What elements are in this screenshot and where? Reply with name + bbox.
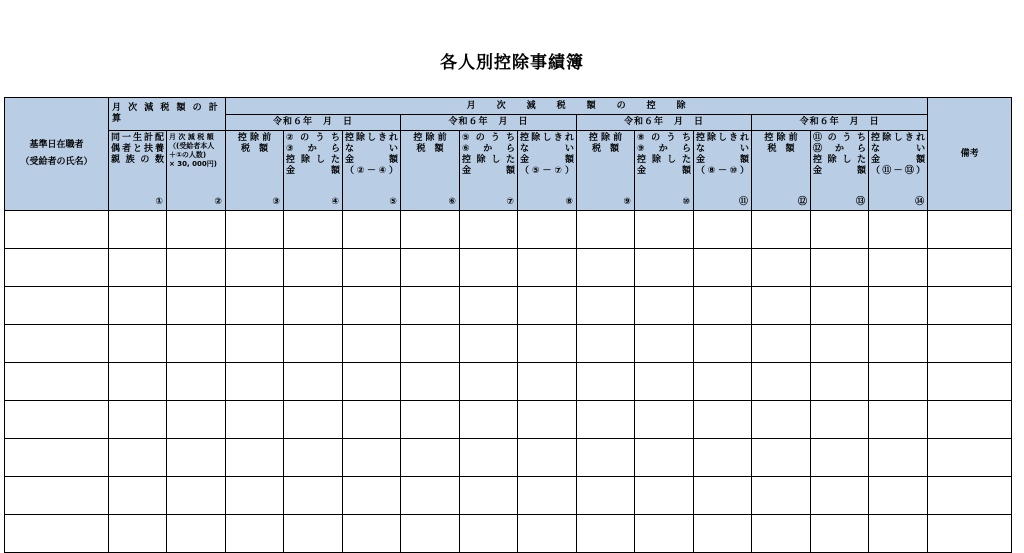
- amount-cell[interactable]: [460, 325, 518, 363]
- monthly-reduction-amount-header: [167, 131, 226, 211]
- amount-cell[interactable]: [167, 439, 226, 477]
- amount-cell[interactable]: [869, 477, 928, 515]
- before-deduction-tax-header-1-label: 控 除 前 税 額: [237, 133, 272, 154]
- amount-cell[interactable]: [109, 363, 167, 401]
- amount-cell[interactable]: [343, 211, 401, 249]
- amount-cell[interactable]: [752, 249, 811, 287]
- column-number: ⑥: [448, 197, 456, 207]
- amount-cell[interactable]: [752, 287, 811, 325]
- period-4-header: 令和６年 月 日: [752, 115, 928, 131]
- dependents-count-header-label: 同一生計配 偶者と扶養 親 族 の 数: [111, 133, 164, 165]
- amount-cell[interactable]: [226, 211, 284, 249]
- amount-cell[interactable]: [518, 363, 577, 401]
- amount-cell[interactable]: [284, 211, 343, 249]
- remarks-cell[interactable]: [928, 325, 1012, 363]
- recipient-name-cell[interactable]: [5, 325, 109, 363]
- amount-cell[interactable]: [635, 439, 694, 477]
- amount-cell[interactable]: [694, 515, 752, 553]
- deducted-amount-header-2-label: ⑤のうち ⑥ か ら 控除した 金 額: [462, 133, 515, 176]
- amount-cell[interactable]: [343, 477, 401, 515]
- amount-cell[interactable]: [869, 401, 928, 439]
- amount-cell[interactable]: [752, 439, 811, 477]
- amount-cell[interactable]: [460, 249, 518, 287]
- amount-cell[interactable]: [401, 287, 460, 325]
- column-number: ⑦: [506, 197, 514, 207]
- amount-cell[interactable]: [635, 211, 694, 249]
- amount-cell[interactable]: [109, 439, 167, 477]
- before-deduction-tax-header-3-label: 控 除 前 税 額: [588, 133, 623, 154]
- recipient-name-cell[interactable]: [5, 363, 109, 401]
- amount-cell[interactable]: [577, 515, 635, 553]
- remaining-amount-header-3: [694, 131, 752, 211]
- amount-cell[interactable]: [752, 401, 811, 439]
- amount-cell[interactable]: [752, 363, 811, 401]
- amount-cell[interactable]: [811, 287, 869, 325]
- amount-cell[interactable]: [343, 325, 401, 363]
- amount-cell[interactable]: [401, 401, 460, 439]
- amount-cell[interactable]: [869, 211, 928, 249]
- before-deduction-tax-header-4-label: 控 除 前 税 額: [764, 133, 798, 154]
- amount-cell[interactable]: [284, 401, 343, 439]
- remaining-amount-header-1-label: 控除しきれ な い 金 額 （②－④）: [345, 133, 398, 176]
- column-number: ②: [214, 197, 222, 207]
- table-row: [5, 439, 1012, 477]
- amount-cell[interactable]: [694, 325, 752, 363]
- amount-cell[interactable]: [460, 287, 518, 325]
- table-row: [5, 401, 1012, 439]
- amount-cell[interactable]: [460, 439, 518, 477]
- amount-cell[interactable]: [226, 249, 284, 287]
- amount-cell[interactable]: [167, 211, 226, 249]
- remarks-cell[interactable]: [928, 287, 1012, 325]
- remaining-amount-header-2: [518, 131, 577, 211]
- amount-cell[interactable]: [343, 515, 401, 553]
- recipient-name-label: （受給者の氏名）: [20, 157, 93, 167]
- amount-cell[interactable]: [401, 363, 460, 401]
- column-number: ⑭: [915, 197, 925, 207]
- kijun-label: 基準日在職者: [29, 140, 84, 150]
- recipient-name-cell[interactable]: [5, 249, 109, 287]
- amount-cell[interactable]: [635, 477, 694, 515]
- amount-cell[interactable]: [577, 401, 635, 439]
- amount-cell[interactable]: [284, 249, 343, 287]
- amount-cell[interactable]: [109, 249, 167, 287]
- recipient-name-cell[interactable]: [5, 515, 109, 553]
- amount-cell[interactable]: [284, 287, 343, 325]
- amount-cell[interactable]: [694, 401, 752, 439]
- before-deduction-tax-header-3: [577, 131, 635, 211]
- amount-cell[interactable]: [167, 287, 226, 325]
- amount-cell[interactable]: [752, 477, 811, 515]
- amount-cell[interactable]: [460, 363, 518, 401]
- remarks-cell[interactable]: [928, 249, 1012, 287]
- amount-cell[interactable]: [109, 287, 167, 325]
- amount-cell[interactable]: [167, 401, 226, 439]
- monthly-reduction-amount-header-label: 月 次 減 税 額 （(受給者本人 ＋①の人数) × 30, 000円): [169, 133, 217, 168]
- amount-cell[interactable]: [518, 515, 577, 553]
- period-1-header: 令和６年 月 日: [226, 115, 401, 131]
- amount-cell[interactable]: [635, 249, 694, 287]
- column-number: ⑫: [797, 197, 807, 207]
- amount-cell[interactable]: [869, 363, 928, 401]
- amount-cell[interactable]: [401, 515, 460, 553]
- amount-cell[interactable]: [401, 477, 460, 515]
- before-deduction-tax-header-2-label: 控 除 前 税 額: [413, 133, 447, 154]
- amount-cell[interactable]: [752, 515, 811, 553]
- amount-cell[interactable]: [811, 515, 869, 553]
- amount-cell[interactable]: [460, 515, 518, 553]
- amount-cell[interactable]: [401, 325, 460, 363]
- amount-cell[interactable]: [635, 287, 694, 325]
- amount-cell[interactable]: [635, 363, 694, 401]
- amount-cell[interactable]: [811, 249, 869, 287]
- before-deduction-tax-header-1: [226, 131, 284, 211]
- remarks-header: 備考: [928, 98, 1012, 211]
- recipient-name-cell[interactable]: [5, 401, 109, 439]
- remaining-amount-header-2-label: 控除しきれ な い 金 額 （⑤－⑦）: [520, 133, 574, 176]
- amount-cell[interactable]: [226, 325, 284, 363]
- amount-cell[interactable]: [518, 325, 577, 363]
- amount-cell[interactable]: [577, 287, 635, 325]
- deducted-amount-header-3: [635, 131, 694, 211]
- amount-cell[interactable]: [518, 439, 577, 477]
- column-number: ③: [272, 197, 280, 207]
- amount-cell[interactable]: [167, 249, 226, 287]
- amount-cell[interactable]: [167, 477, 226, 515]
- deducted-amount-header-1-label: ②のうち ③ か ら 控除した 金 額: [286, 133, 340, 176]
- before-deduction-tax-header-2: [401, 131, 460, 211]
- amount-cell[interactable]: [460, 211, 518, 249]
- amount-cell[interactable]: [577, 325, 635, 363]
- amount-cell[interactable]: [226, 287, 284, 325]
- dependents-count-header: [109, 131, 167, 211]
- amount-cell[interactable]: [109, 211, 167, 249]
- amount-cell[interactable]: [518, 287, 577, 325]
- amount-cell[interactable]: [694, 287, 752, 325]
- table-row: [5, 211, 1012, 249]
- remaining-amount-header-3-label: 控除しきれ な い 金 額 （⑧－⑩）: [696, 133, 749, 176]
- column-number: ⑧: [565, 197, 573, 207]
- monthly-deduction-header: 月 次 減 税 額 の 控 除: [226, 98, 928, 115]
- amount-cell[interactable]: [167, 363, 226, 401]
- amount-cell[interactable]: [284, 439, 343, 477]
- remarks-cell[interactable]: [928, 515, 1012, 553]
- amount-cell[interactable]: [284, 325, 343, 363]
- remaining-amount-header-1: [343, 131, 401, 211]
- amount-cell[interactable]: [577, 477, 635, 515]
- column-number: ⑩: [682, 197, 690, 207]
- amount-cell[interactable]: [109, 515, 167, 553]
- amount-cell[interactable]: [343, 287, 401, 325]
- amount-cell[interactable]: [577, 439, 635, 477]
- remarks-cell[interactable]: [928, 401, 1012, 439]
- amount-cell[interactable]: [518, 249, 577, 287]
- amount-cell[interactable]: [811, 439, 869, 477]
- amount-cell[interactable]: [460, 477, 518, 515]
- remarks-cell[interactable]: [928, 439, 1012, 477]
- period-2-header: 令和６年 月 日: [401, 115, 577, 131]
- amount-cell[interactable]: [694, 439, 752, 477]
- table-row: [5, 325, 1012, 363]
- amount-cell[interactable]: [109, 325, 167, 363]
- amount-cell[interactable]: [401, 249, 460, 287]
- column-number: ⑪: [738, 197, 748, 207]
- amount-cell[interactable]: [811, 325, 869, 363]
- table-row: [5, 287, 1012, 325]
- amount-cell[interactable]: [343, 363, 401, 401]
- amount-cell[interactable]: [343, 249, 401, 287]
- amount-cell[interactable]: [401, 439, 460, 477]
- remaining-amount-header-4-label: 控除しきれ な い 金 額 （⑪－⑬）: [871, 133, 926, 176]
- amount-cell[interactable]: [284, 363, 343, 401]
- amount-cell[interactable]: [226, 477, 284, 515]
- amount-cell[interactable]: [869, 249, 928, 287]
- recipient-name-cell[interactable]: [5, 287, 109, 325]
- monthly-calc-header: 月 次 減 税 額 の 計 算: [109, 98, 226, 131]
- amount-cell[interactable]: [811, 477, 869, 515]
- amount-cell[interactable]: [752, 325, 811, 363]
- amount-cell[interactable]: [694, 363, 752, 401]
- amount-cell[interactable]: [226, 515, 284, 553]
- amount-cell[interactable]: [577, 363, 635, 401]
- amount-cell[interactable]: [811, 211, 869, 249]
- remarks-cell[interactable]: [928, 363, 1012, 401]
- remarks-cell[interactable]: [928, 477, 1012, 515]
- amount-cell[interactable]: [167, 515, 226, 553]
- recipient-name-cell[interactable]: [5, 477, 109, 515]
- before-deduction-tax-header-4: [752, 131, 811, 211]
- amount-cell[interactable]: [869, 439, 928, 477]
- amount-cell[interactable]: [343, 439, 401, 477]
- amount-cell[interactable]: [343, 401, 401, 439]
- recipient-name-header: [5, 98, 109, 211]
- amount-cell[interactable]: [577, 249, 635, 287]
- amount-cell[interactable]: [635, 401, 694, 439]
- amount-cell[interactable]: [635, 515, 694, 553]
- amount-cell[interactable]: [167, 325, 226, 363]
- amount-cell[interactable]: [226, 363, 284, 401]
- column-number: ①: [155, 197, 163, 207]
- amount-cell[interactable]: [635, 325, 694, 363]
- amount-cell[interactable]: [694, 249, 752, 287]
- amount-cell[interactable]: [577, 211, 635, 249]
- table-row: [5, 363, 1012, 401]
- period-3-header: 令和６年 月 日: [577, 115, 752, 131]
- amount-cell[interactable]: [518, 477, 577, 515]
- amount-cell[interactable]: [401, 211, 460, 249]
- amount-cell[interactable]: [518, 401, 577, 439]
- column-number: ⑬: [855, 197, 865, 207]
- amount-cell[interactable]: [284, 515, 343, 553]
- table-row: [5, 477, 1012, 515]
- amount-cell[interactable]: [869, 287, 928, 325]
- amount-cell[interactable]: [284, 477, 343, 515]
- amount-cell[interactable]: [109, 401, 167, 439]
- amount-cell[interactable]: [752, 211, 811, 249]
- column-number: ④: [331, 197, 339, 207]
- amount-cell[interactable]: [694, 211, 752, 249]
- amount-cell[interactable]: [109, 477, 167, 515]
- amount-cell[interactable]: [460, 401, 518, 439]
- deducted-amount-header-1: [284, 131, 343, 211]
- remaining-amount-header-4: [869, 131, 928, 211]
- amount-cell[interactable]: [226, 439, 284, 477]
- deducted-amount-header-4-label: ⑪のうち ⑫ か ら 控除した 金 額: [813, 133, 866, 176]
- column-number: ⑤: [389, 197, 397, 207]
- deducted-amount-header-3-label: ⑧のうち ⑨ か ら 控除した 金 額: [637, 133, 691, 176]
- amount-cell[interactable]: [811, 401, 869, 439]
- recipient-name-cell[interactable]: [5, 211, 109, 249]
- amount-cell[interactable]: [869, 325, 928, 363]
- column-number: ⑨: [623, 197, 631, 207]
- deducted-amount-header-4: [811, 131, 869, 211]
- amount-cell[interactable]: [518, 211, 577, 249]
- remarks-cell[interactable]: [928, 211, 1012, 249]
- recipient-name-cell[interactable]: [5, 439, 109, 477]
- deduction-record-table: [4, 97, 1012, 553]
- page-title: 各人別控除事績簿: [440, 53, 584, 73]
- amount-cell[interactable]: [869, 515, 928, 553]
- amount-cell[interactable]: [694, 477, 752, 515]
- table-row: [5, 249, 1012, 287]
- deducted-amount-header-2: [460, 131, 518, 211]
- table-row: [5, 515, 1012, 553]
- amount-cell[interactable]: [226, 401, 284, 439]
- amount-cell[interactable]: [811, 363, 869, 401]
